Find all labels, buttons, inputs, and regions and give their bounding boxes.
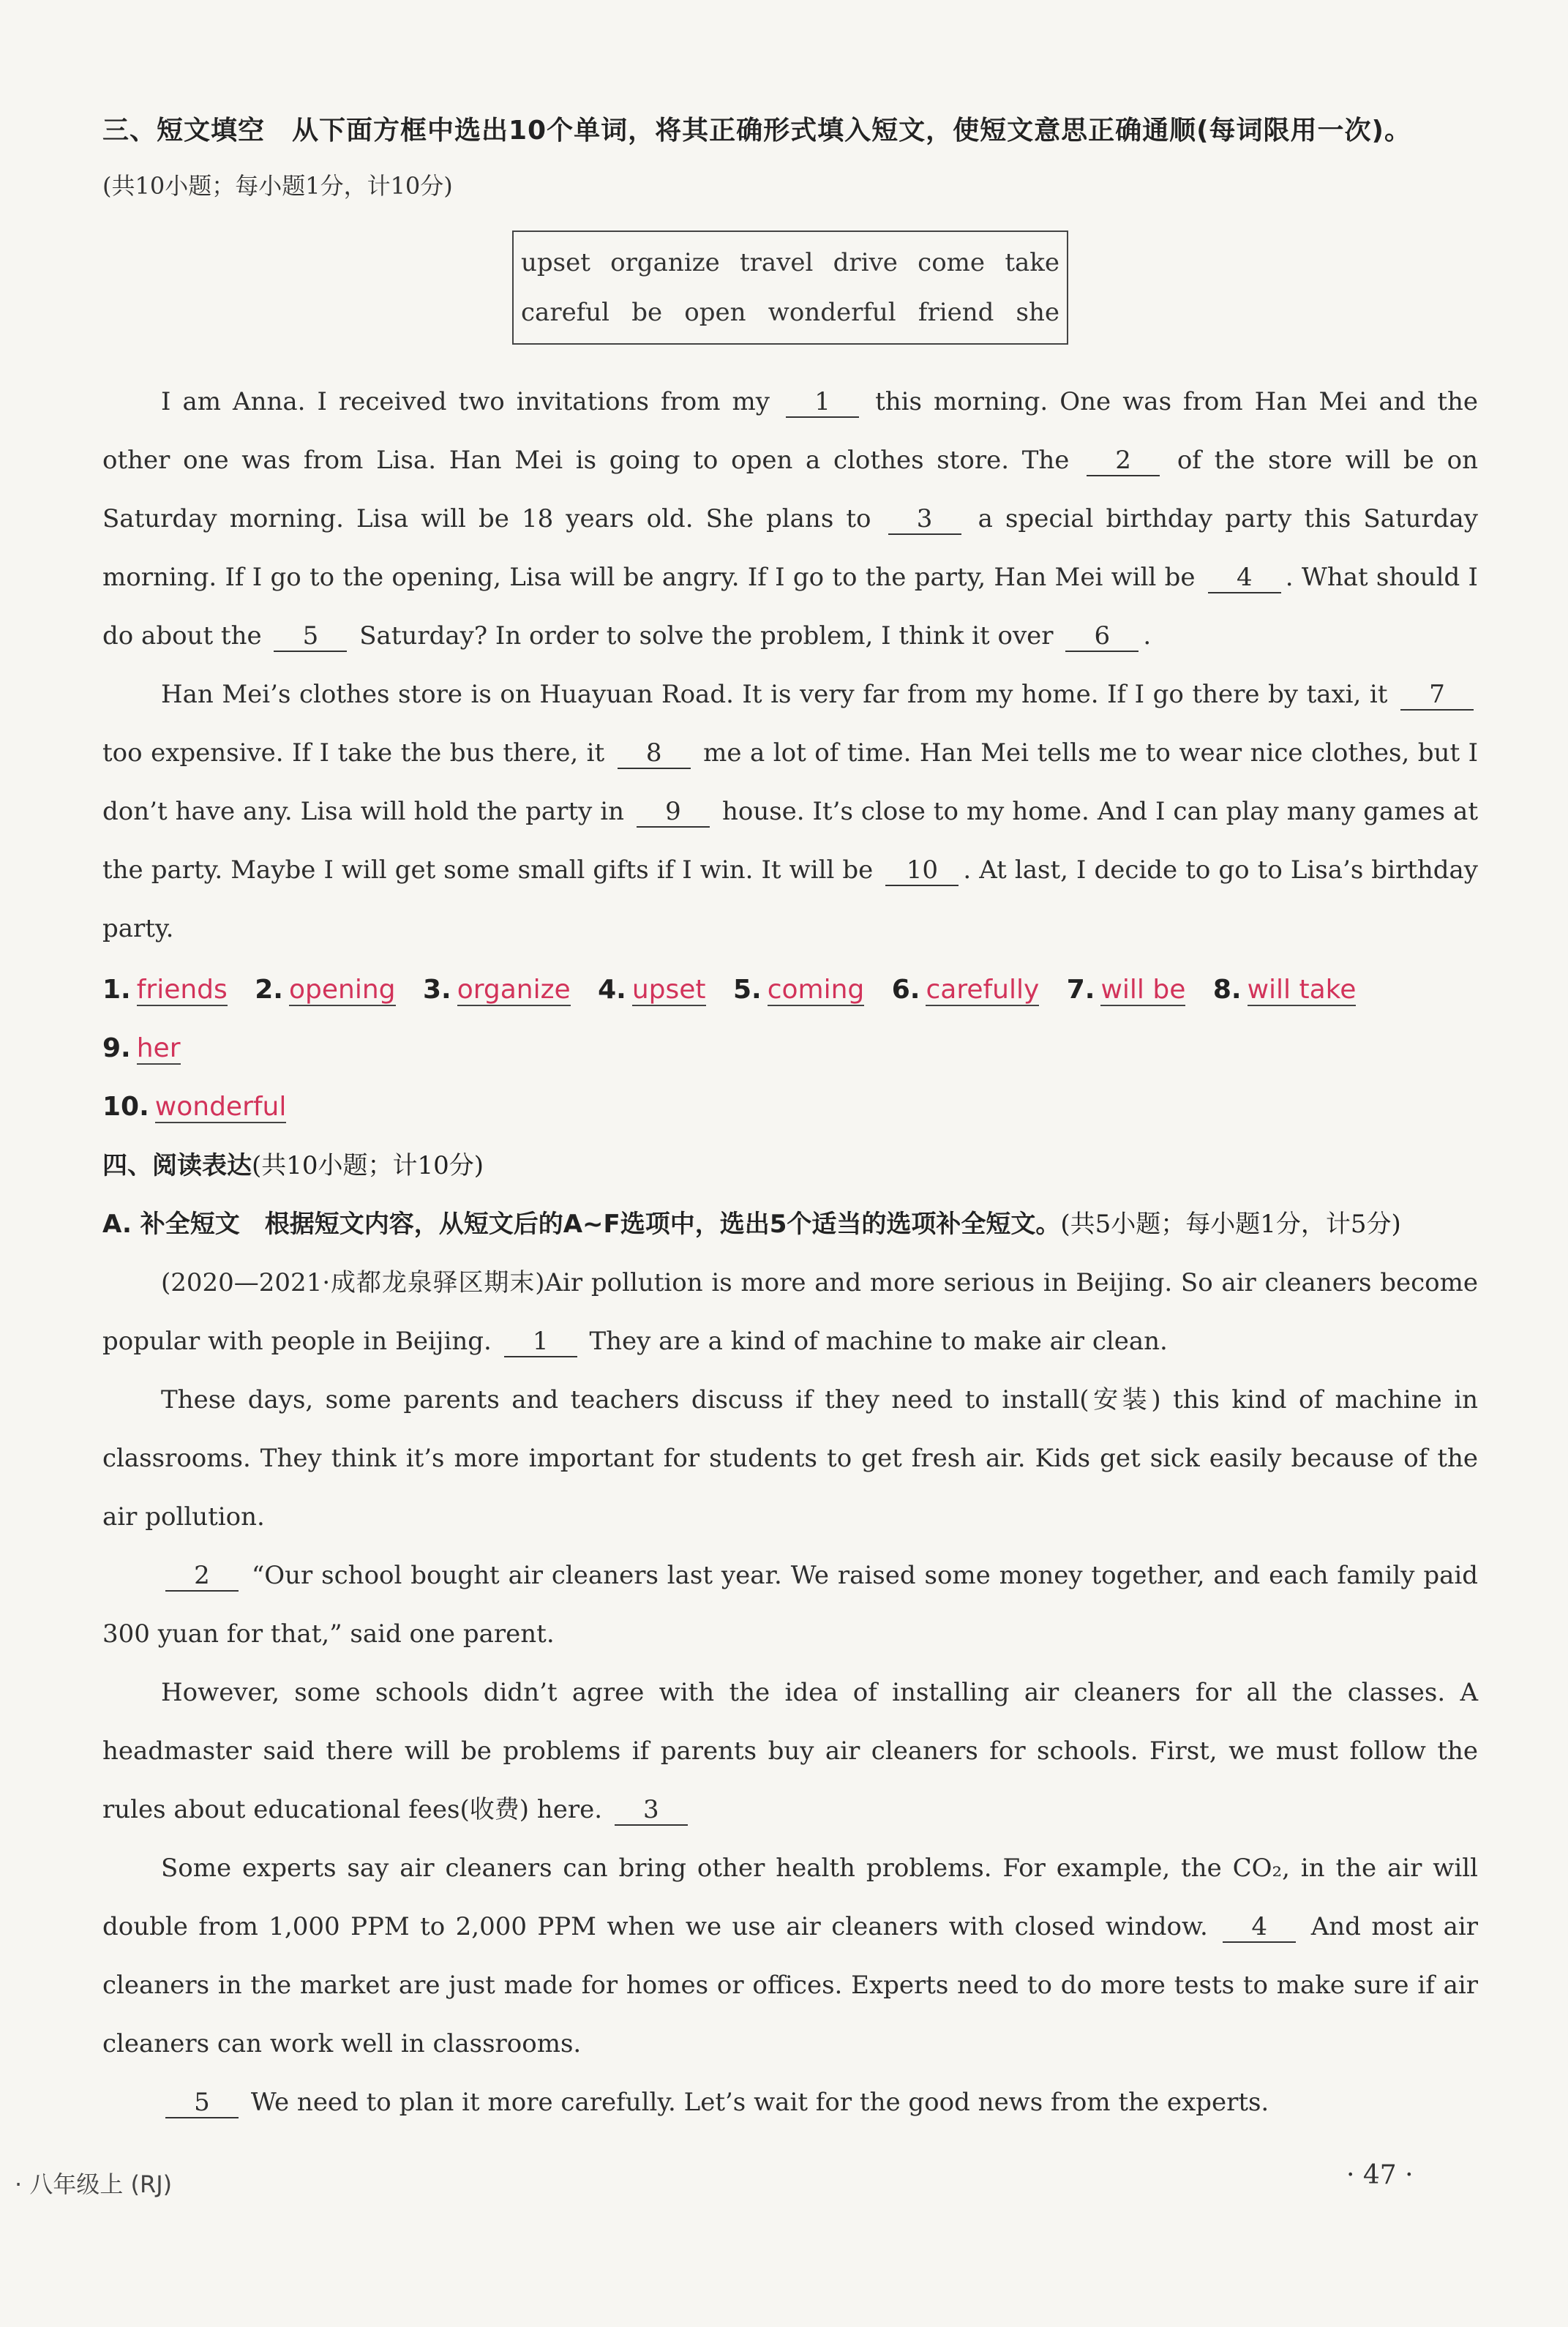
reading-blank-2: 2	[165, 1561, 239, 1592]
reading-blank-4: 4	[1223, 1912, 1296, 1943]
blank-7: 7	[1400, 680, 1474, 711]
reading-paragraph-3: 2 “Our school bought air cleaners last year. We raised some money together, and each family paid 300 yuan for that,” said one parent.	[102, 1561, 1478, 1649]
word: travel	[740, 248, 814, 277]
page-number: · 47 ·	[1346, 2160, 1414, 2190]
blank-1: 1	[786, 387, 859, 418]
reading-paragraph-1: (2020—2021·成都龙泉驿区期末)Air pollution is more and more serious in Beijing. So air cleaners become popular with people in Beijing. 1 They are a kind of machine to make air clean.	[102, 1268, 1478, 1356]
blank-6: 6	[1065, 621, 1139, 652]
word: she	[1016, 298, 1059, 327]
word-box-row-2	[518, 288, 1062, 337]
word: wonderful	[768, 298, 896, 327]
reading-paragraph-4: However, some schools didn’t agree with the idea of installing air cleaners for all the classes. A headmaster said there will be problems if parents buy air cleaners for schools. First, we must follow the rules about educational fees(收费) here. 3	[102, 1678, 1478, 1824]
blank-9: 9	[637, 797, 710, 828]
blank-10: 10	[885, 855, 959, 886]
answer-item: 6. carefully	[891, 975, 1040, 1005]
blank-2: 2	[1087, 446, 1160, 476]
answer-item: 7. will be	[1066, 975, 1186, 1005]
answer-item: 1. friends	[102, 975, 228, 1005]
answer-item: 4. upset	[598, 975, 706, 1005]
reading-blank-1: 1	[504, 1327, 577, 1357]
part-a-title: A. 补全短文 根据短文内容，从短文后的A~F选项中，选出5个适当的选项补全短文。(共5小题；每小题1分，计5分)	[102, 1210, 1401, 1239]
word-box-row-1	[518, 238, 1062, 288]
answer-item: 9. her	[102, 1033, 181, 1063]
word: come	[918, 248, 986, 277]
blank-8: 8	[618, 738, 691, 769]
word-box	[512, 231, 1068, 345]
footer-grade-label: · 八年级上 (RJ)	[15, 2170, 173, 2198]
section-3-subtitle: (共10小题；每小题1分，计10分)	[102, 172, 453, 200]
reading-blank-5: 5	[165, 2088, 239, 2118]
passage-paragraph-1: I am Anna. I received two invitations from my 1 this morning. One was from Han Mei and the other one was from Lisa. Han Mei is going to open a clothes store. The 2 of the store will be on Saturday morning. Lisa will be 18 years old. She plans to 3 a special birthday party this Saturday morning. If I go to the opening, Lisa will be angry. If I go to the party, Han Mei will be 4 . What should I do about the 5 Saturday? In order to solve the problem, I think it over 6 .	[102, 387, 1479, 651]
word: be	[631, 298, 663, 327]
answer-item: 8. will take	[1212, 975, 1357, 1005]
word: friend	[918, 298, 994, 327]
answer-item: 2. opening	[255, 975, 396, 1005]
answer-item: 5. coming	[732, 975, 865, 1005]
reading-paragraph-5: Some experts say air cleaners can bring other health problems. For example, the CO₂, in the air will double from 1,000 PPM to 2,000 PPM when we use air cleaners with closed window. 4 And most air cleaners in the market are just made for homes or offices. Experts need to do more tests to make sure if air cleaners can work well in classrooms.	[102, 1854, 1478, 2058]
blank-5: 5	[274, 621, 347, 652]
passage-paragraph-2: Han Mei’s clothes store is on Huayuan Road. It is very far from my home. If I go there by taxi, it 7 too expensive. If I take the bus there, it 8 me a lot of time. Han Mei tells me to wear nice clothes, but I don’t have any. Lisa will hold the party in 9 house. It’s close to my home. And I can play many games at the party. Maybe I will get some small gifts if I win. It will be 10 . At last, I decide to go to Lisa’s birthday party.	[102, 680, 1479, 943]
word: careful	[521, 298, 610, 327]
answer-key	[102, 961, 1478, 1136]
section-3-title: 三、短文填空 从下面方框中选出10个单词，将其正确形式填入短文，使短文意思正确通顺(每词限用一次)。	[102, 116, 1412, 146]
word: open	[684, 298, 746, 327]
word: organize	[610, 248, 720, 277]
blank-4: 4	[1208, 563, 1281, 593]
section-4-title: 四、阅读表达(共10小题；计10分)	[102, 1151, 484, 1180]
word: drive	[833, 248, 898, 277]
word: take	[1005, 248, 1059, 277]
blank-3: 3	[888, 504, 961, 535]
reading-blank-3: 3	[615, 1795, 688, 1826]
word: upset	[521, 248, 590, 277]
reading-paragraph-2: These days, some parents and teachers discuss if they need to install(安装) this kind of machine in classrooms. They think it’s more important for students to get fresh air. Kids get sick easily because of the air pollution.	[102, 1385, 1478, 1532]
reading-paragraph-6: 5 We need to plan it more carefully. Let’s wait for the good news from the experts.	[102, 2073, 1478, 2132]
page-content	[102, 110, 1478, 2132]
answer-item: 3. organize	[422, 975, 571, 1005]
answer-item: 10. wonderful	[102, 1092, 287, 1122]
